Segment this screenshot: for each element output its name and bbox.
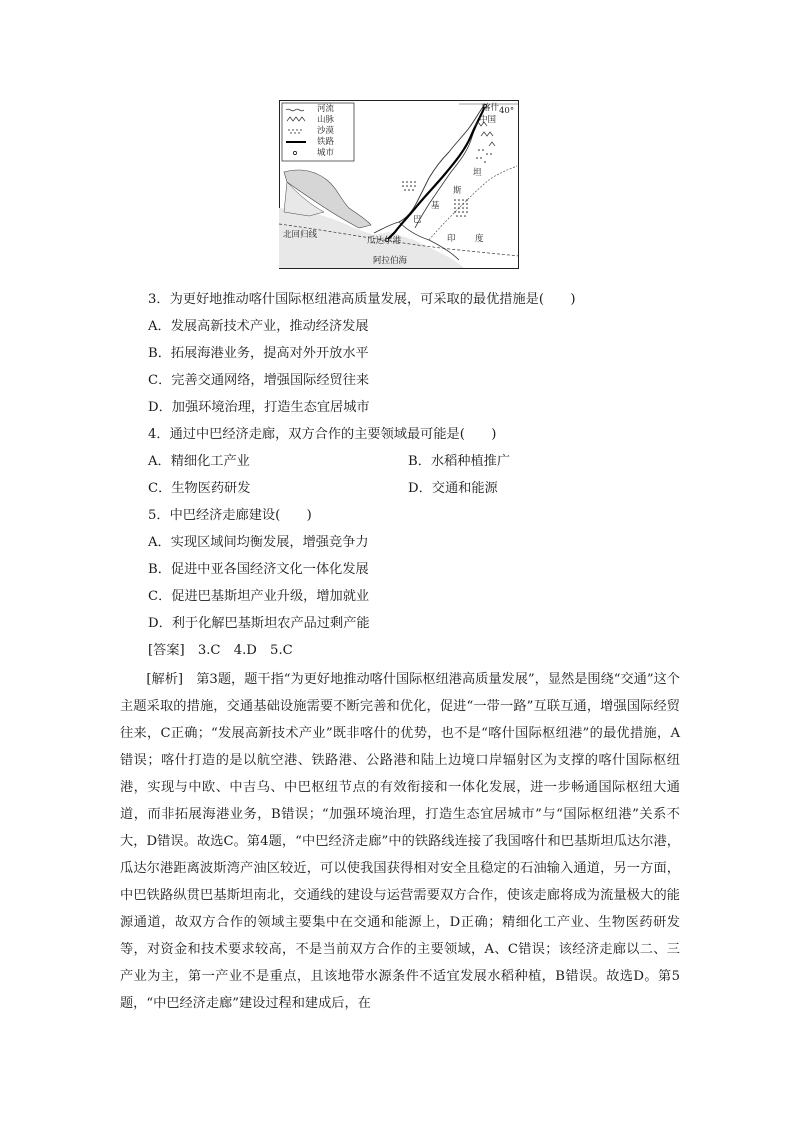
question-3-option-b: B．拓展海港业务，提高对外开放水平 bbox=[148, 346, 369, 361]
legend-city: 城市 bbox=[317, 148, 335, 158]
question-3-option-d: D．加强环境治理，打造生态宜居城市 bbox=[148, 400, 370, 415]
analysis-paragraph: [解析] 第3题，题干指“为更好地推动喀什国际枢纽港高质量发展”，显然是围绕“交通”这个主题采取的措施，交通基础设施需要不断完善和优化，促进“一带一路”互联互通，增强国际经贸往来，C正确；“发展高新技术产业”既非喀什的优势，也不是“喀什国际枢纽港”的最优措施，A错误；喀什打造的是以航空港、铁路港、公路港和陆上边境口岸辐射区为支撑的喀什国际枢纽港，实现与中欧、中吉乌、中巴枢纽节点的有效衔接和一体化发展，进一步畅通国际枢纽大通道，而非拓展海港业务，B错误；“加强环境治理，打造生态宜居城市”与“国际枢纽港”关系不大，D错误。故选C。第4题，“中巴经济走廊”中的铁路线连接了我国喀什和巴基斯坦瓜达尔港，瓜达尔港距离波斯湾产油区较近，可以使我国获得相对安全且稳定的石油输入通道，另一方面，中巴铁路纵贯巴基斯坦南北，交通线的建设与运营需要双方合作，使该走廊将成为流量极大的能源通道，故双方合作的领域主要集中在交通和能源上，D正确；精细化工产业、生物医药研发等，对资金和技术要求较高，不是当前双方合作的主要领域，A、C错误；该经济走廊以二、三产业为主，第一产业不是重点，且该地带水源条件不适宜发展水稻种植，B错误。故选D。第5题，“中巴经济走廊”建设过程和建成后，在 bbox=[120, 672, 680, 1011]
label-arabian-sea: 阿拉伯海 bbox=[373, 256, 408, 266]
question-5-option-c: C．促进巴基斯坦产业升级，增加就业 bbox=[148, 589, 370, 604]
question-4-option-b: B．水稻种植推广 bbox=[408, 454, 511, 469]
label-india-2: 度 bbox=[475, 234, 484, 244]
label-pakistan-3: 斯 bbox=[453, 186, 462, 196]
label-india-1: 印 bbox=[447, 234, 456, 244]
question-5-option-d: D．利于化解巴基斯坦农产品过剩产能 bbox=[148, 616, 370, 631]
question-4-option-a: A．精细化工产业 bbox=[148, 454, 250, 469]
label-pakistan-2: 基 bbox=[431, 201, 440, 211]
legend-river: 河流 bbox=[317, 104, 335, 114]
map-figure bbox=[279, 100, 519, 269]
question-3-option-c: C．完善交通网络，增强国际经贸往来 bbox=[148, 373, 370, 388]
legend-desert: 沙漠 bbox=[317, 126, 335, 136]
china-pakistan-corridor-map bbox=[279, 100, 519, 269]
legend-railway: 铁路 bbox=[317, 137, 335, 147]
question-4-option-d: D．交通和能源 bbox=[408, 481, 498, 496]
label-pakistan-4: 坦 bbox=[473, 168, 482, 178]
label-40-degrees: 40° bbox=[499, 106, 515, 116]
label-gwadar: 瓜达尔港 bbox=[367, 236, 402, 246]
question-4-stem: 4．通过中巴经济走廊，双方合作的主要领域最可能是( ) bbox=[148, 427, 497, 442]
question-5-option-b: B．促进中亚各国经济文化一体化发展 bbox=[148, 562, 369, 577]
question-3-stem: 3．为更好地推动喀什国际枢纽港高质量发展，可采取的最优措施是( ) bbox=[148, 292, 576, 307]
question-4-option-c: C．生物医药研发 bbox=[148, 481, 251, 496]
question-3-option-a: A．发展高新技术产业，推动经济发展 bbox=[148, 319, 369, 334]
label-pakistan-1: 巴 bbox=[413, 215, 422, 225]
legend-mountain: 山脉 bbox=[317, 115, 335, 125]
label-china: 中国 bbox=[479, 115, 497, 125]
question-5-option-a: A．实现区域间均衡发展，增强竞争力 bbox=[148, 535, 369, 550]
label-tropic: 北回归线 bbox=[283, 230, 318, 240]
question-5-stem: 5．中巴经济走廊建设( ) bbox=[148, 508, 312, 523]
label-kashgar: 喀什 bbox=[482, 103, 500, 113]
answer-line: [答案] 3.C 4.D 5.C bbox=[148, 643, 293, 658]
